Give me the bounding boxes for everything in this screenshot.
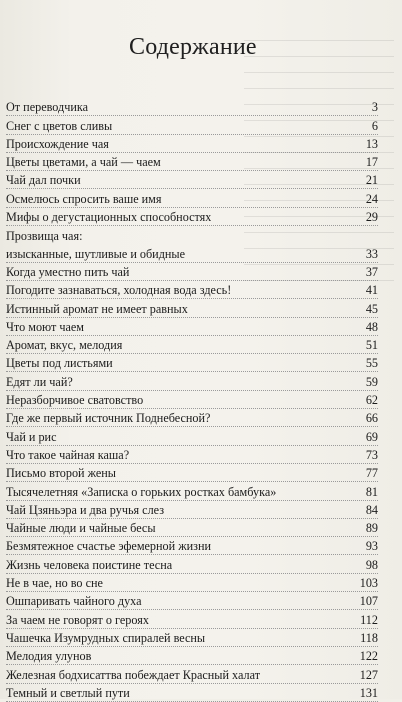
toc-entry-page-number: 89 xyxy=(365,521,378,536)
toc-entry-page-number: 127 xyxy=(359,667,378,682)
toc-entry xyxy=(6,135,378,153)
toc-entry-page-number: 55 xyxy=(365,356,378,371)
toc-entry-page-number: 122 xyxy=(359,649,378,664)
toc-entry xyxy=(6,299,378,317)
toc-entry xyxy=(6,537,378,555)
toc-entry xyxy=(6,555,378,573)
toc-entry xyxy=(6,208,378,226)
toc-entry-title: Чай Цзяньэра и два ручья слез xyxy=(6,502,165,517)
toc-entry-title: Когда уместно пить чай xyxy=(6,264,130,279)
toc-entry xyxy=(6,354,378,372)
toc-entry xyxy=(6,336,378,354)
toc-entry xyxy=(6,592,378,610)
toc-entry xyxy=(6,647,378,665)
toc-entry-title: Мифы о дегустационных способностях xyxy=(6,210,212,225)
toc-entry-title: От переводчика xyxy=(6,100,89,115)
toc-entry-page-number: 77 xyxy=(365,466,378,481)
toc-entry-title: Цветы под листьями xyxy=(6,356,113,371)
toc-entry xyxy=(6,244,378,262)
toc-entry-page-number: 24 xyxy=(365,191,378,206)
toc-entry-page-number: 66 xyxy=(365,411,378,426)
toc-entry-title: Аромат, вкус, мелодия xyxy=(6,338,123,353)
toc-entry-page-number: 84 xyxy=(365,502,378,517)
toc-entry-page-number: 37 xyxy=(365,264,378,279)
toc-entry xyxy=(6,629,378,647)
toc-entry xyxy=(6,446,378,464)
toc-entry-page-number: 62 xyxy=(365,393,378,408)
toc-entry xyxy=(6,519,378,537)
toc-entry-page-number: 112 xyxy=(360,612,378,627)
toc-entry xyxy=(6,372,378,390)
toc-entry-title: Темный и светлый пути xyxy=(6,685,130,700)
toc-entry-title: Мелодия улунов xyxy=(6,649,92,664)
toc-entry-page-number: 51 xyxy=(365,338,378,353)
toc-entry-page-number: 103 xyxy=(359,576,378,591)
toc-entry xyxy=(6,464,378,482)
toc-entry xyxy=(6,98,378,116)
toc-entry-page-number: 93 xyxy=(365,539,378,554)
toc-entry-title: Тысячелетняя «Записка о горьких ростках бамбука» xyxy=(6,484,277,499)
toc-entry-page-number: 48 xyxy=(365,319,378,334)
toc-entry-page-number: 33 xyxy=(365,246,378,261)
toc-entry xyxy=(6,610,378,628)
toc-entry xyxy=(6,263,378,281)
toc-entry xyxy=(6,116,378,134)
toc-entry-title: Что такое чайная каша? xyxy=(6,447,130,462)
toc-entry-title: Едят ли чай? xyxy=(6,374,73,389)
toc-entry-page-number: 41 xyxy=(365,283,378,298)
toc-entry-page-number: 81 xyxy=(365,484,378,499)
toc-entry xyxy=(6,482,378,500)
toc-entry-page-number: 59 xyxy=(365,374,378,389)
toc-entry-title: Не в чае, но во сне xyxy=(6,576,103,591)
toc-entry-page-number: 98 xyxy=(365,557,378,572)
toc-entry xyxy=(6,281,378,299)
toc-entry-title: Что моют чаем xyxy=(6,319,85,334)
toc-entry-title: Железная бодхисаттва побеждает Красный халат xyxy=(6,667,261,682)
toc-entry-title: Цветы цветами, а чай — чаем xyxy=(6,155,161,170)
toc-entry-page-number: 73 xyxy=(365,447,378,462)
toc-entry-title: Где же первый источник Поднебесной? xyxy=(6,411,211,426)
toc-entry-title: Письмо второй жены xyxy=(6,466,116,481)
toc-entry-title: Чайные люди и чайные бесы xyxy=(6,521,156,536)
toc-entry xyxy=(6,153,378,171)
toc-entry-title: Истинный аромат не имеет равных xyxy=(6,301,188,316)
toc-entry-title: Безмятежное счастье эфемерной жизни xyxy=(6,539,212,554)
toc-entry-page-number: 29 xyxy=(365,210,378,225)
toc-entry xyxy=(6,391,378,409)
toc-entry-title: Осмелюсь спросить ваше имя xyxy=(6,191,162,206)
toc-entry-page-number: 6 xyxy=(371,118,378,133)
table-of-contents xyxy=(6,98,378,702)
toc-entry-page-number: 131 xyxy=(359,685,378,700)
toc-entry-title: Неразборчивое сватовство xyxy=(6,393,144,408)
toc-entry-page-number: 45 xyxy=(365,301,378,316)
toc-entry xyxy=(6,501,378,519)
toc-entry-page-number: 3 xyxy=(371,100,378,115)
toc-entry-title: Ошпаривать чайного духа xyxy=(6,594,142,609)
toc-entry-page-number: 21 xyxy=(365,173,378,188)
toc-entry xyxy=(6,226,378,244)
toc-entry xyxy=(6,427,378,445)
toc-entry-page-number: 13 xyxy=(365,136,378,151)
toc-entry xyxy=(6,684,378,702)
toc-entry-page-number: 69 xyxy=(365,429,378,444)
toc-entry xyxy=(6,318,378,336)
toc-entry-title: Чай дал почки xyxy=(6,173,81,188)
toc-entry-page-number: 17 xyxy=(365,155,378,170)
toc-entry-title: Чашечка Изумрудных спиралей весны xyxy=(6,630,206,645)
page-title: Содержание xyxy=(129,34,257,60)
toc-entry-title: Погодите зазнаваться, холодная вода здесь! xyxy=(6,283,232,298)
toc-entry-title: Прозвища чая: xyxy=(6,229,83,244)
toc-entry xyxy=(6,171,378,189)
toc-entry-title: Жизнь человека поистине тесна xyxy=(6,557,173,572)
toc-entry xyxy=(6,665,378,683)
toc-entry-title: Происхождение чая xyxy=(6,136,109,151)
toc-entry xyxy=(6,409,378,427)
toc-entry-title: За чаем не говорят о героях xyxy=(6,612,149,627)
toc-entry-title: Чай и рис xyxy=(6,429,57,444)
toc-entry xyxy=(6,574,378,592)
toc-entry-page-number: 118 xyxy=(360,630,378,645)
toc-entry xyxy=(6,189,378,207)
toc-entry-title: Снег с цветов сливы xyxy=(6,118,113,133)
toc-entry-title: изысканные, шутливые и обидные xyxy=(6,246,186,261)
toc-entry-page-number: 107 xyxy=(359,594,378,609)
